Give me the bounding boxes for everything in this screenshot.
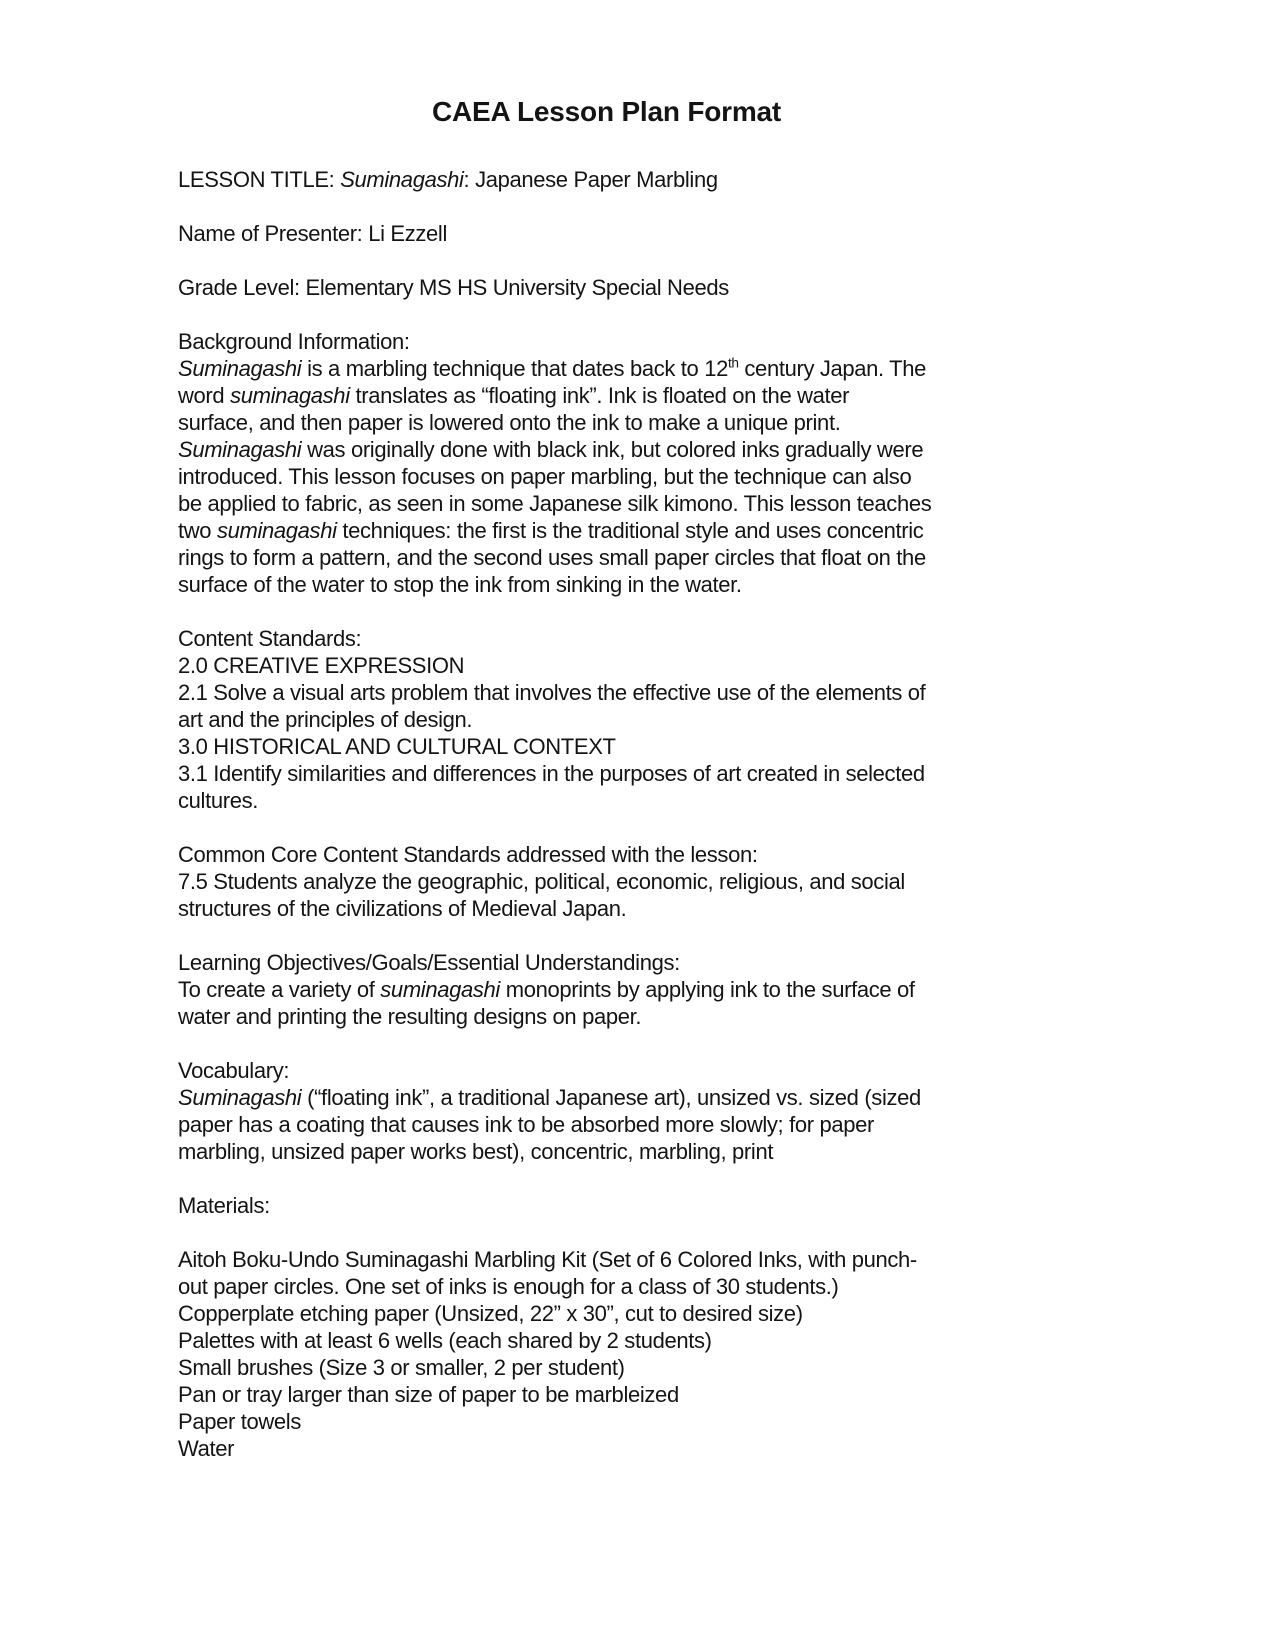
block-common-core-standards	[178, 841, 1035, 922]
text-segment: Aitoh Boku-Undo Suminagashi Marbling Kit (Set of 6 Colored Inks, with punch-	[178, 1247, 917, 1272]
text-line	[178, 652, 1035, 679]
block-lesson-title	[178, 166, 1035, 193]
text-line	[178, 1408, 1035, 1435]
text-segment: surface of the water to stop the ink from sinking in the water.	[178, 572, 742, 597]
text-segment: 2.1 Solve a visual arts problem that involves the effective use of the elements of	[178, 680, 926, 705]
text-segment: (“floating ink”, a traditional Japanese art), unsized vs. sized (sized	[301, 1085, 921, 1110]
text-segment: is a marbling technique that dates back to 12	[301, 356, 728, 381]
italic-text: suminagashi	[380, 977, 500, 1002]
text-line	[178, 1435, 1035, 1462]
text-segment: LESSON TITLE:	[178, 167, 341, 192]
text-line	[178, 1300, 1035, 1327]
text-segment: Content Standards:	[178, 626, 362, 651]
text-segment: structures of the civilizations of Medieval Japan.	[178, 896, 627, 921]
text-line	[178, 976, 1035, 1003]
text-segment: 2.0 CREATIVE EXPRESSION	[178, 653, 465, 678]
text-line	[178, 787, 1035, 814]
text-line	[178, 895, 1035, 922]
text-line	[178, 1111, 1035, 1138]
text-line	[178, 841, 1035, 868]
text-segment: surface, and then paper is lowered onto the ink to make a unique print.	[178, 410, 841, 435]
text-line	[178, 1354, 1035, 1381]
text-line	[178, 355, 1035, 382]
text-segment: out paper circles. One set of inks is enough for a class of 30 students.)	[178, 1274, 839, 1299]
text-line	[178, 1138, 1035, 1165]
text-segment: translates as “floating ink”. Ink is floated on the water	[349, 383, 850, 408]
text-segment: Small brushes (Size 3 or smaller, 2 per student)	[178, 1355, 625, 1380]
text-line	[178, 544, 1035, 571]
text-line	[178, 382, 1035, 409]
text-line	[178, 1381, 1035, 1408]
text-line	[178, 625, 1035, 652]
text-line	[178, 166, 1035, 193]
text-segment: Palettes with at least 6 wells (each shared by 2 students)	[178, 1328, 712, 1353]
italic-text: Suminagashi	[178, 356, 302, 381]
text-line	[178, 1084, 1035, 1111]
text-line	[178, 733, 1035, 760]
text-line	[178, 220, 1035, 247]
text-line	[178, 706, 1035, 733]
text-line	[178, 328, 1035, 355]
text-segment: Name of Presenter: Li Ezzell	[178, 221, 447, 246]
block-learning-objectives	[178, 949, 1035, 1030]
text-line	[178, 1273, 1035, 1300]
text-segment: Copperplate etching paper (Unsized, 22” x 30”, cut to desired size)	[178, 1301, 803, 1326]
text-segment: Grade Level: Elementary MS HS University Special Needs	[178, 275, 729, 300]
text-segment: rings to form a pattern, and the second uses small paper circles that float on the	[178, 545, 926, 570]
text-line	[178, 1327, 1035, 1354]
text-line	[178, 679, 1035, 706]
italic-text: suminagashi	[216, 518, 337, 543]
block-materials-heading	[178, 1192, 1035, 1219]
text-line	[178, 490, 1035, 517]
block-presenter	[178, 220, 1035, 247]
text-segment: marbling, unsized paper works best), concentric, marbling, print	[178, 1139, 774, 1164]
text-line	[178, 760, 1035, 787]
text-segment: Common Core Content Standards addressed with the lesson:	[178, 842, 758, 867]
text-line	[178, 517, 1035, 544]
text-line	[178, 571, 1035, 598]
text-line	[178, 1246, 1035, 1273]
block-background-information	[178, 328, 1035, 598]
text-segment: cultures.	[178, 788, 258, 813]
text-segment: Pan or tray larger than size of paper to be marbleized	[178, 1382, 679, 1407]
text-segment: word	[178, 383, 231, 408]
text-segment: Materials:	[178, 1193, 270, 1218]
text-segment: 3.1 Identify similarities and differences in the purposes of art created in selected	[178, 761, 925, 786]
text-line	[178, 274, 1035, 301]
text-segment: art and the principles of design.	[178, 707, 473, 732]
text-segment: century Japan. The	[738, 356, 927, 381]
text-line	[178, 436, 1035, 463]
text-line	[178, 409, 1035, 436]
text-segment: paper has a coating that causes ink to be absorbed more slowly; for paper	[178, 1112, 874, 1137]
document-body	[178, 166, 1035, 1462]
italic-text: Suminagashi	[178, 1085, 302, 1110]
text-line	[178, 868, 1035, 895]
block-vocabulary	[178, 1057, 1035, 1165]
text-segment: monoprints by applying ink to the surface of	[499, 977, 915, 1002]
text-segment: introduced. This lesson focuses on paper marbling, but the technique can also	[178, 464, 912, 489]
text-segment: water and printing the resulting designs on paper.	[178, 1004, 642, 1029]
text-segment: Learning Objectives/Goals/Essential Understandings:	[178, 950, 680, 975]
text-segment: To create a variety of	[178, 977, 381, 1002]
italic-text: Suminagashi	[178, 437, 302, 462]
superscript-text: th	[727, 355, 739, 371]
text-line	[178, 1003, 1035, 1030]
page-title: CAEA Lesson Plan Format	[431, 96, 782, 127]
text-segment: Vocabulary:	[178, 1058, 290, 1083]
block-content-standards	[178, 625, 1035, 814]
italic-text: Suminagashi	[340, 167, 464, 192]
text-line	[178, 949, 1035, 976]
text-segment: Water	[178, 1436, 235, 1461]
text-segment: Paper towels	[178, 1409, 301, 1434]
text-segment: techniques: the first is the traditional style and uses concentric	[336, 518, 924, 543]
block-materials-list	[178, 1246, 1035, 1462]
italic-text: suminagashi	[230, 383, 350, 408]
text-line	[178, 1192, 1035, 1219]
text-segment: was originally done with black ink, but colored inks gradually were	[301, 437, 924, 462]
text-line	[178, 463, 1035, 490]
block-grade-level	[178, 274, 1035, 301]
text-line	[178, 1057, 1035, 1084]
text-segment: Background Information:	[178, 329, 410, 354]
text-segment: two	[178, 518, 217, 543]
text-segment: : Japanese Paper Marbling	[463, 167, 718, 192]
text-segment: be applied to fabric, as seen in some Japanese silk kimono. This lesson teaches	[178, 491, 932, 516]
text-segment: 7.5 Students analyze the geographic, political, economic, religious, and social	[178, 869, 905, 894]
text-segment: 3.0 HISTORICAL AND CULTURAL CONTEXT	[178, 734, 616, 759]
